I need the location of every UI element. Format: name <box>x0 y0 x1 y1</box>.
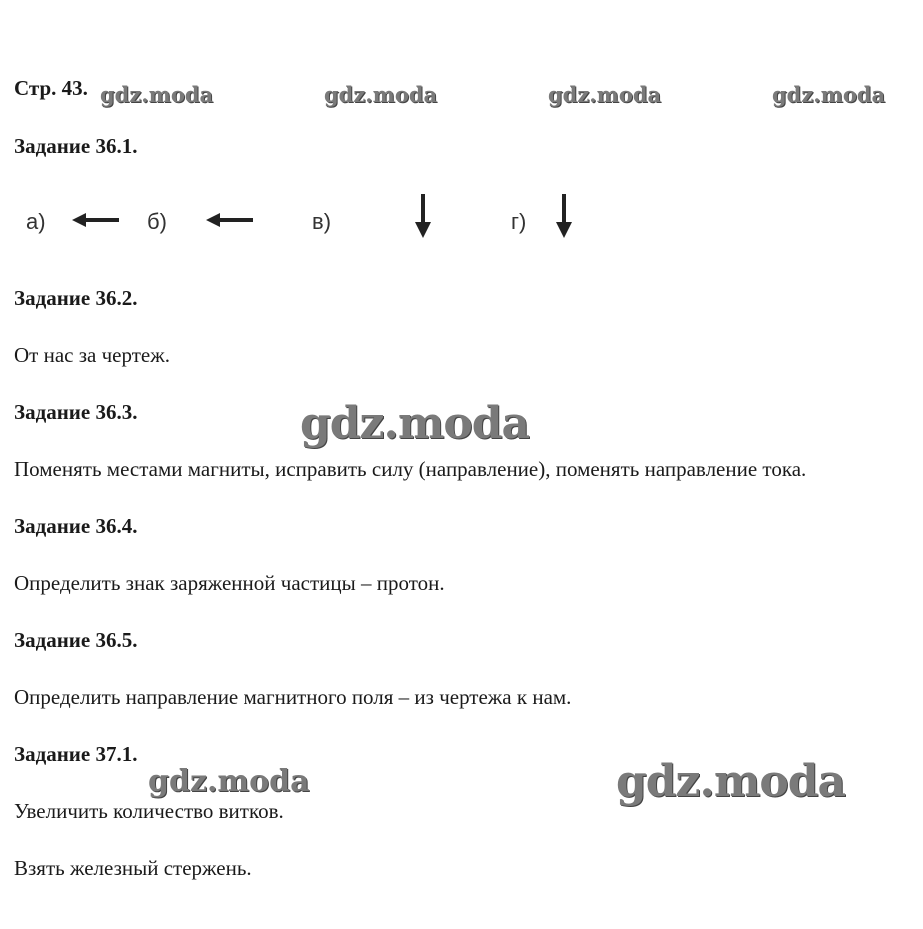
task-heading: Задание 36.2. <box>14 286 138 310</box>
down-arrow-icon <box>555 194 573 238</box>
down-arrow-icon <box>414 194 432 238</box>
task-heading: Задание 36.5. <box>14 628 138 652</box>
answer-text: Определить знак заряженной частицы – протон. <box>14 571 445 595</box>
left-arrow-icon <box>72 212 120 228</box>
page-number: Стр. 43. <box>14 76 88 100</box>
option-label: б) <box>147 209 167 234</box>
watermark: gdz.moda <box>300 398 530 449</box>
option-label: г) <box>511 209 527 234</box>
task-heading: Задание 36.3. <box>14 400 138 424</box>
watermark: gdz.moda <box>772 82 886 107</box>
answer-text: Увеличить количество витков. <box>14 799 284 823</box>
option-label: а) <box>26 209 46 234</box>
watermark: gdz.moda <box>616 756 846 807</box>
answer-text: Определить направление магнитного поля – из чертежа к нам. <box>14 685 572 709</box>
task-heading: Задание 36.4. <box>14 514 138 538</box>
watermark: gdz.moda <box>100 82 214 107</box>
left-arrow-icon <box>206 212 254 228</box>
watermark: gdz.moda <box>148 764 310 799</box>
option-label: в) <box>312 209 332 234</box>
answer-text: От нас за чертеж. <box>14 343 170 367</box>
answer-text: Взять железный стержень. <box>14 856 252 880</box>
answer-text: Поменять местами магниты, исправить силу (направление), поменять направление тока. <box>14 457 807 481</box>
watermark: gdz.moda <box>548 82 662 107</box>
task-heading: Задание 36.1. <box>14 134 138 158</box>
watermark: gdz.moda <box>324 82 438 107</box>
task-heading: Задание 37.1. <box>14 742 138 766</box>
